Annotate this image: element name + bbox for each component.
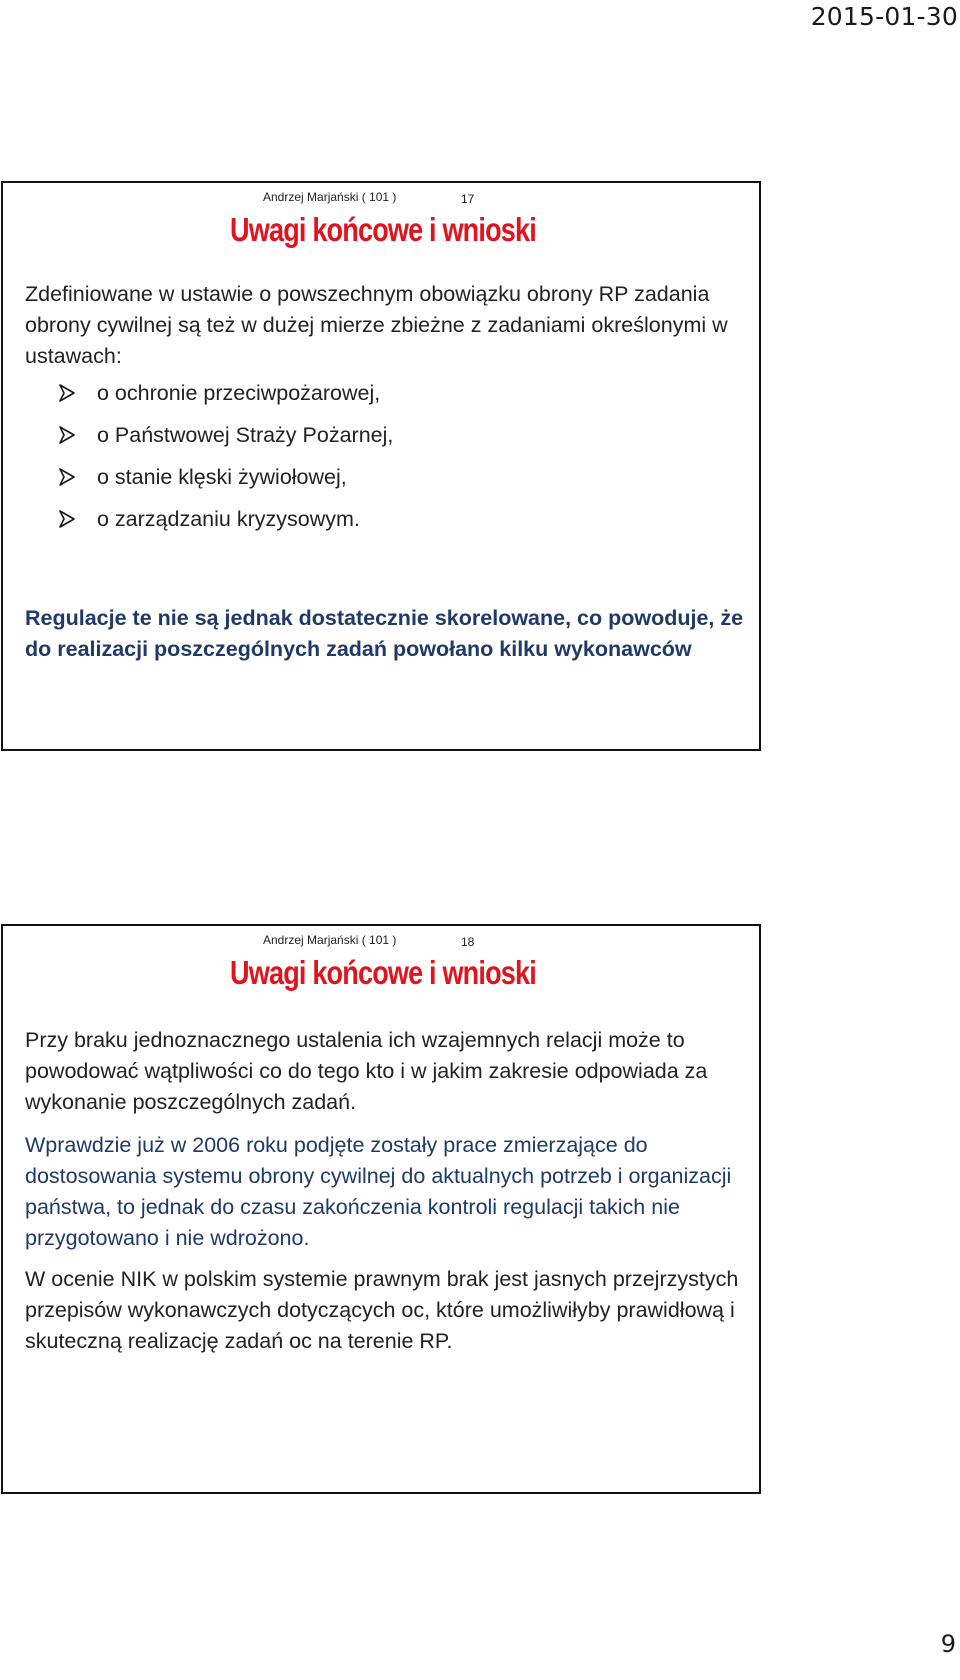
paragraph-2: Wprawdzie już w 2006 roku podjęte zostały prace zmierzające do dostosowania systemu obrony cywilnej do aktualnych potrzeb i organizacji państwa, to jednak do czasu zakończenia kontroli regulacji takich nie przygotowano i nie wdrożono. xyxy=(25,1133,732,1250)
arrow-bullet-icon xyxy=(59,510,75,528)
bullet-text: o ochronie przeciwpożarowej, xyxy=(97,381,381,405)
bullet-text: o zarządzaniu kryzysowym. xyxy=(97,507,360,531)
bullet-list xyxy=(59,378,393,546)
slide-title: Uwagi końcowe i wnioski xyxy=(230,954,536,991)
slide-header-author: Andrzej Marjański ( 101 ) xyxy=(263,190,397,204)
page-date: 2015-01-30 xyxy=(810,2,958,31)
paragraph-1: Przy braku jednoznacznego ustalenia ich wzajemnych relacji może to powodować wątpliwości co do tego kto i w jakim zakresie odpowiada za wykonanie poszczególnych zadań. xyxy=(25,1028,708,1114)
slide-number: 17 xyxy=(461,192,475,206)
conclusion-paragraph: Regulacje te nie są jednak dostatecznie skorelowane, co powoduje, że do realizacji poszczególnych zadań powołano kilku wykonawców xyxy=(25,606,744,661)
bullet-item xyxy=(59,420,393,462)
arrow-bullet-icon xyxy=(59,426,75,444)
bullet-text: o stanie klęski żywiołowej, xyxy=(97,465,347,489)
bullet-item xyxy=(59,504,393,546)
bullet-item xyxy=(59,378,393,420)
arrow-bullet-icon xyxy=(59,384,75,402)
slide-title: Uwagi końcowe i wnioski xyxy=(230,211,536,248)
slide-18 xyxy=(1,924,761,1494)
page-number: 9 xyxy=(940,1630,956,1658)
arrow-bullet-icon xyxy=(59,468,75,486)
slide-17 xyxy=(1,181,761,751)
intro-paragraph: Zdefiniowane w ustawie o powszechnym obowiązku obrony RP zadania obrony cywilnej są też w dużej mierze zbieżne z zadaniami określonymi w ustawach: xyxy=(25,282,728,368)
slide-header-author: Andrzej Marjański ( 101 ) xyxy=(263,933,397,947)
paragraph-3: W ocenie NIK w polskim systemie prawnym brak jest jasnych przejrzystych przepisów wykonawczych dotyczących oc, które umożliwiłyby prawidłową i skuteczną realizację zadań oc na terenie RP. xyxy=(25,1267,739,1353)
slide-number: 18 xyxy=(461,935,475,949)
bullet-text: o Państwowej Straży Pożarnej, xyxy=(97,423,394,447)
bullet-item xyxy=(59,462,393,504)
